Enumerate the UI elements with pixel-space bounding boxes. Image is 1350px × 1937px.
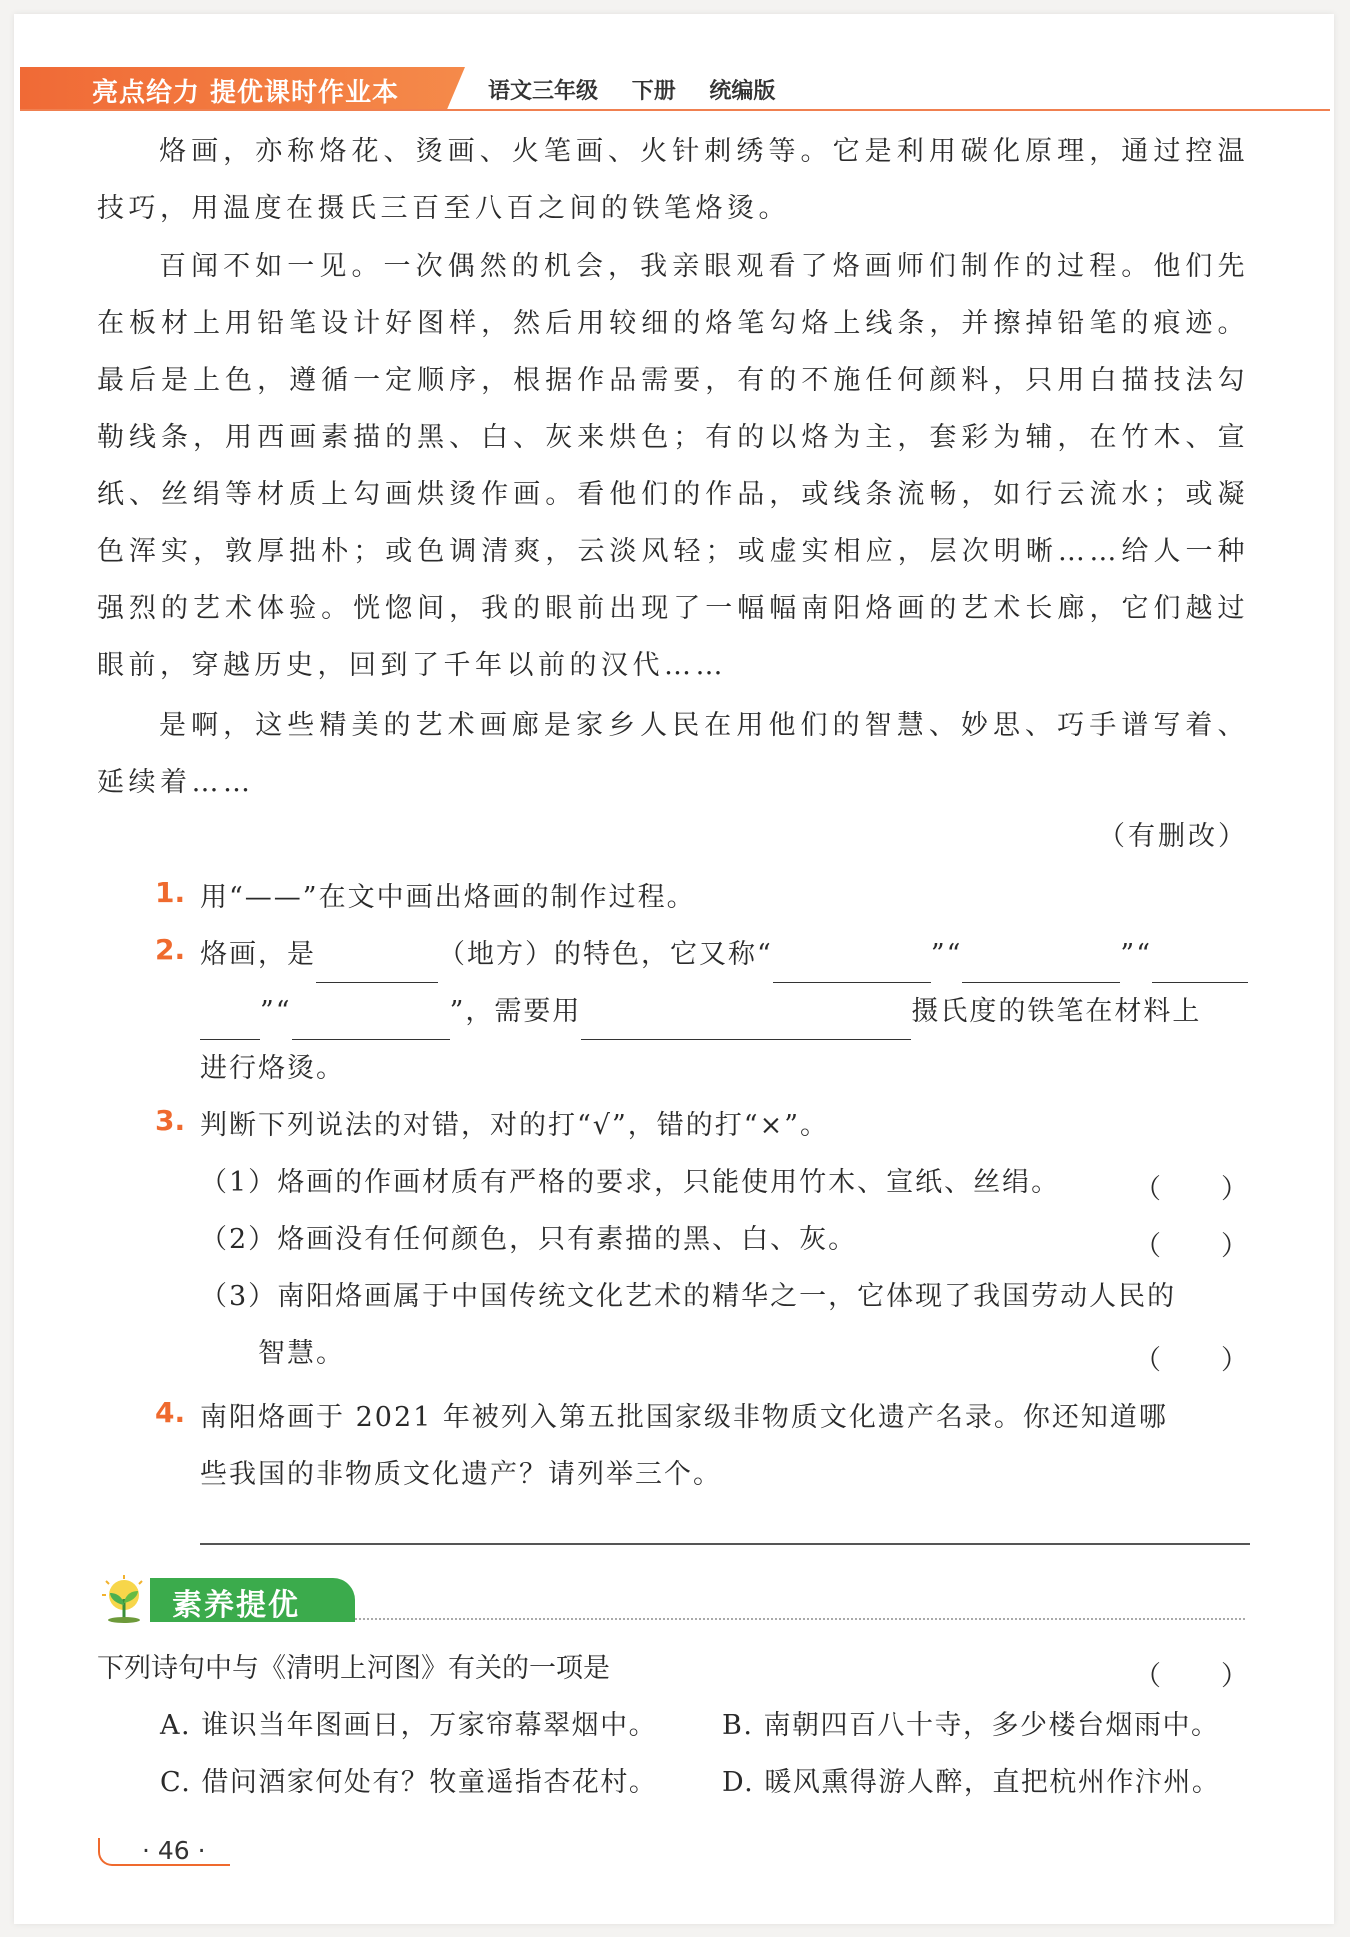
passage-paragraph-3: 是啊，这些精美的艺术画廊是家乡人民在用他们的智慧、妙思、巧手谱写着、延续着…… [97,710,1249,798]
mc-question-stem: 下列诗句中与《清明上河图》有关的一项是 [97,1653,610,1684]
option-b[interactable]: B. 南朝四百八十寺，多少楼台烟雨中。 [722,1710,1220,1741]
question-3-item-1: （1）烙画的作画材质有严格的要求，只能使用竹木、宣纸、丝绢。 [200,1167,1061,1198]
blank-temperature[interactable] [581,1007,911,1040]
question-4-line-1: 南阳烙画于 2021 年被列入第五批国家级非物质文化遗产名录。你还知道哪 [200,1402,1168,1433]
question-1-number: 1. [155,876,186,909]
answer-line-q4[interactable] [200,1543,1250,1545]
question-3-item-3-cont: 智慧。 [258,1338,345,1369]
subject-label: 语文三年级 [488,79,599,104]
question-4-line-2: 些我国的非物质文化遗产？请列举三个。 [200,1459,722,1490]
question-3-number: 3. [155,1104,186,1137]
blank-name-3-end[interactable] [200,1007,260,1040]
question-2-line-3: 进行烙烫。 [200,1053,345,1084]
sprout-sun-icon [98,1573,154,1625]
question-3-text: 判断下列说法的对错，对的打“√”，错的打“×”。 [200,1110,830,1141]
volume-label: 下册 [631,79,676,104]
passage-paragraph-2: 百闻不如一见。一次偶然的机会，我亲眼观看了烙画师们制作的过程。他们先在板材上用铅笔设计好图样，然后用较细的烙笔勾烙上线条，并擦掉铅笔的痕迹。最后是上色，遵循一定顺序，根据作品需要，有的不施任何颜料，只用白描技法勾勒线条，用西画素描的黑、白、灰来烘色；有的以烙为主，套彩为辅，在竹木、宣纸、丝绢等材质上勾画烘烫作画。看他们的作品，或线条流畅，如行云流水；或凝色浑实，敦厚拙朴；或色调清爽，云淡风轻；或虚实相应，层次明晰……给人一种强烈的艺术体验。恍惚间，我的眼前出现了一幅幅南阳烙画的艺术长廊，它们越过眼前，穿越历史，回到了千年以前的汉代…… [97,251,1249,681]
blank-name-4[interactable] [292,1007,450,1040]
question-4-number: 4. [155,1396,186,1429]
answer-paren-mc[interactable]: （ ） [1134,1661,1250,1692]
question-3-item-2: （2）烙画没有任何颜色，只有素描的黑、白、灰。 [200,1224,858,1255]
question-1-text: 用“——”在文中画出烙画的制作过程。 [200,882,696,913]
answer-paren-3-1[interactable]: （ ） [1134,1174,1250,1205]
blank-place[interactable] [316,950,438,983]
question-2-number: 2. [155,933,186,966]
blank-name-3-start[interactable] [1152,950,1248,983]
option-c[interactable]: C. 借问酒家何处有？牧童遥指杏花村。 [160,1767,658,1798]
blank-name-2[interactable] [962,950,1120,983]
question-2-line-1: 烙画，是 （地方）的特色，它又称“ ”“ ”“ [200,926,1250,983]
section-title: 素养提优 [172,1588,300,1623]
answer-paren-3-2[interactable]: （ ） [1134,1231,1250,1262]
book-info [488,74,801,105]
question-3-item-3: （3）南阳烙画属于中国传统文化艺术的精华之一，它体现了我国劳动人民的 [200,1281,1177,1312]
edition-label: 统编版 [709,79,776,104]
passage-paragraph-1: 烙画，亦称烙花、烫画、火笔画、火针刺绣等。它是利用碳化原理，通过控温技巧，用温度在摄氏三百至八百之间的铁笔烙烫。 [97,136,1249,224]
section-divider [355,1618,1245,1620]
question-2-line-2: ”“ ”，需要用 摄氏度的铁笔在材料上 [200,983,1250,1040]
source-note: （有删改） [1098,821,1248,852]
option-a[interactable]: A. 谁识当年图画日，万家帘幕翠烟中。 [160,1710,658,1741]
page-number: · 46 · [142,1836,206,1865]
answer-paren-3-3[interactable]: （ ） [1134,1345,1250,1376]
series-title: 亮点给力 提优课时作业本 [92,78,400,108]
blank-name-1[interactable] [773,950,931,983]
header-rule [20,109,1330,111]
option-d[interactable]: D. 暖风熏得游人醉，直把杭州作汴州。 [722,1767,1221,1798]
